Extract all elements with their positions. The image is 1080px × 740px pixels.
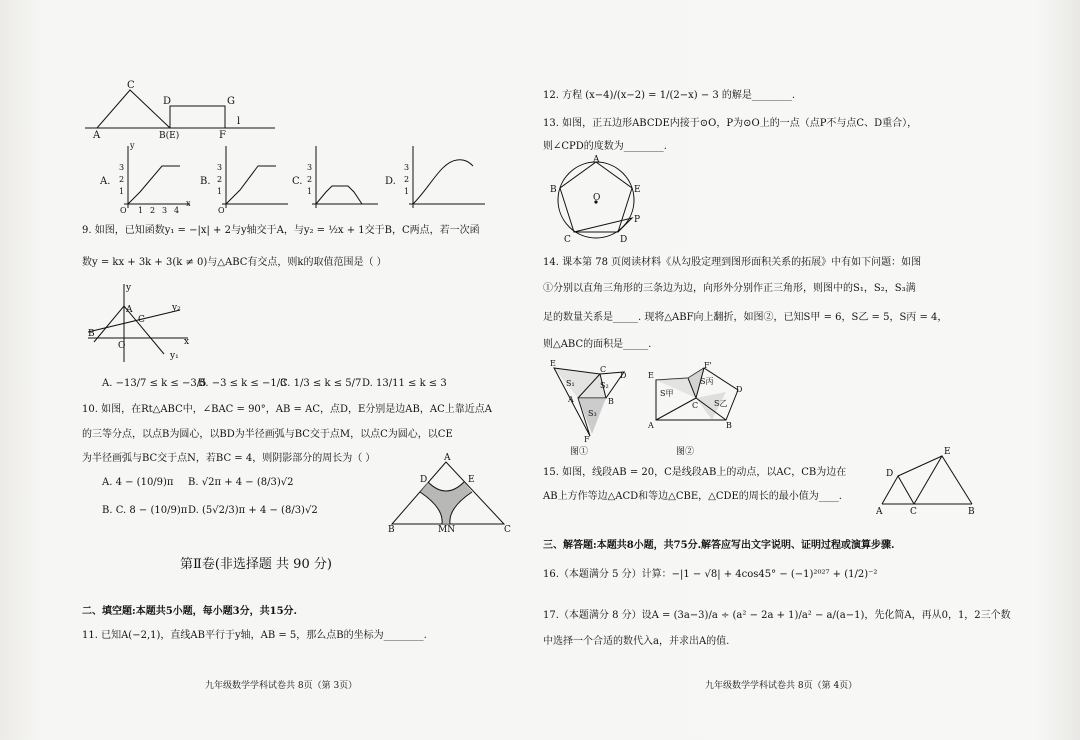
tick-1: 1 bbox=[307, 187, 313, 196]
figure-8-option-graphs bbox=[100, 142, 500, 214]
fig15-d: D bbox=[886, 469, 894, 479]
q12-text: 12. 方程 (x−4)/(x−2) = 1/(2−x) − 3 的解是________. bbox=[543, 90, 796, 101]
fig10-mn: MN bbox=[438, 525, 456, 535]
fig14-label-1: 图① bbox=[570, 447, 589, 457]
fig14-c1: C bbox=[600, 365, 607, 374]
figure-14-equilateral-triangles bbox=[548, 358, 758, 458]
q10-option-d: D. (5√2/3)π + 4 − (8/3)√2 bbox=[188, 505, 318, 516]
tick-2: 2 bbox=[119, 175, 125, 184]
option-d-label: D. bbox=[385, 176, 396, 187]
fig9-y2: y₂ bbox=[172, 303, 181, 313]
fig8-label-f: F bbox=[219, 130, 226, 141]
fig14-f1: F bbox=[584, 435, 590, 444]
fig14-s3: S₃ bbox=[588, 409, 597, 418]
tick-3: 3 bbox=[307, 163, 313, 172]
fig14-a2: A bbox=[648, 421, 654, 430]
q16-text: 16.（本题满分 5 分）计算：−|1 − √8| + 4cos45° − (−1)²⁰²⁷ + (1/2)⁻² bbox=[543, 569, 878, 580]
fig9-a: A bbox=[126, 305, 133, 315]
fig9-y: y bbox=[126, 283, 132, 293]
fig14-syi: S乙 bbox=[714, 399, 728, 408]
fig9-y1: y₁ bbox=[170, 351, 179, 361]
fig13-d: D bbox=[620, 235, 628, 245]
q14-text-line3: 足的数量关系是_____. 现将△ABF向上翻折，如图②，已知S甲 = 6，S乙 = 5，S丙 = 4， bbox=[543, 312, 948, 323]
fig9-o: O bbox=[118, 341, 126, 351]
fig14-diagram-1 bbox=[550, 359, 626, 457]
fig14-label-2: 图② bbox=[676, 447, 695, 457]
fig14-b2: B bbox=[726, 421, 732, 430]
section-2-heading: 二、填空题:本题共5小题，每小题3分，共15分. bbox=[82, 606, 298, 617]
tick-x4: 4 bbox=[174, 206, 180, 215]
fig14-s1: S₁ bbox=[566, 379, 575, 388]
q14-text-line1: 14. 课本第 78 页阅读材料《从勾股定理到图形面积关系的拓展》中有如下问题：如图 bbox=[543, 257, 922, 268]
fig13-b: B bbox=[550, 185, 557, 195]
fig13-a: A bbox=[593, 155, 600, 165]
fig15-e: E bbox=[944, 447, 951, 457]
fig14-sbing: S丙 bbox=[700, 377, 714, 386]
fig10-d: D bbox=[420, 475, 428, 485]
fig13-o: O bbox=[593, 193, 601, 203]
fig8-label-l: l bbox=[237, 116, 241, 127]
fig8-label-be: B(E) bbox=[159, 131, 180, 141]
q10-text-line2: 的三等分点，以点B为圆心，以BD为半径画弧与BC交于点M，以点C为圆心，以CE bbox=[82, 429, 453, 440]
option-c-label: C. bbox=[292, 176, 303, 187]
tick-3: 3 bbox=[217, 163, 223, 172]
fig10-a: A bbox=[444, 453, 451, 463]
q9-option-d: D. 13/11 ≤ k ≤ 3 bbox=[362, 378, 447, 389]
q13-text-line2: 则∠CPD的度数为________. bbox=[543, 141, 667, 152]
origin: O bbox=[120, 206, 127, 215]
q9-option-a: A. −13/7 ≤ k ≤ −3/5 bbox=[102, 378, 207, 389]
q9-text-line2: 数y = kx + 3k + 3(k ≠ 0)与△ABC有交点，则k的取值范围是（ ） bbox=[82, 257, 387, 268]
tick-2: 2 bbox=[307, 175, 313, 184]
q9-option-c: C. 1/3 ≤ k ≤ 5/7 bbox=[280, 378, 362, 389]
q9-text-line1: 9. 如图，已知函数y₁ = −|x| + 2与y轴交于A，与y₂ = ½x + 1交于B，C两点，若一次函 bbox=[82, 225, 480, 236]
fig9-x: x bbox=[184, 337, 190, 347]
fig8-label-c: C bbox=[127, 80, 135, 91]
fig14-d2: D bbox=[736, 385, 743, 394]
figure-9-graph bbox=[88, 282, 198, 364]
fig8-label-g: G bbox=[227, 96, 235, 107]
q10-option-c: B. C. 8 − (10/9)π bbox=[102, 505, 188, 516]
q10-text-line3: 为半径画弧与BC交于点N，若BC = 4，则阴影部分的周长为（ ） bbox=[82, 453, 376, 464]
q11-text: 11. 已知A(−2,1)，直线AB平行于y轴，AB = 5，那么点B的坐标为________. bbox=[82, 630, 427, 641]
fig10-b: B bbox=[388, 525, 395, 535]
fig14-fp: F' bbox=[704, 361, 712, 370]
fig14-sjia: S甲 bbox=[660, 389, 674, 398]
q10-text-line1: 10. 如图，在Rt△ABC中，∠BAC = 90°，AB = AC，点D，E分别是边AB，AC上靠近点A bbox=[82, 404, 492, 415]
section-3-heading: 三、解答题:本题共8小题，共75分.解答应写出文字说明、证明过程或演算步骤. bbox=[543, 540, 895, 551]
q14-text-line4: 则△ABC的面积是_____. bbox=[543, 339, 652, 350]
fig15-b: B bbox=[968, 507, 975, 517]
tick-1: 1 bbox=[217, 187, 223, 196]
tick-x3: 3 bbox=[162, 206, 168, 215]
option-b-label: B. bbox=[200, 176, 211, 187]
tick-1: 1 bbox=[119, 187, 125, 196]
q13-text-line1: 13. 如图，正五边形ABCDE内接于⊙O，P为⊙O上的一点（点P不与点C、D重合）， bbox=[543, 118, 918, 129]
fig15-a: A bbox=[876, 507, 883, 517]
tick-x2: 2 bbox=[150, 206, 156, 215]
fig13-p: P bbox=[634, 215, 641, 225]
tick-1: 1 bbox=[404, 187, 410, 196]
fig9-b: B bbox=[88, 329, 95, 339]
figure-8-triangle-rectangle bbox=[85, 78, 275, 141]
fig14-s2: S₂ bbox=[600, 381, 609, 390]
q15-text-line2: AB上方作等边△ACD和等边△CBE，△CDE的周长的最小值为____. bbox=[543, 491, 842, 502]
fig14-e1: E bbox=[550, 359, 556, 368]
fig14-diagram-2 bbox=[647, 361, 742, 457]
figure-10-triangle-arcs bbox=[388, 452, 518, 534]
page-footer-right: 九年级数学学科试卷共 8页（第 4页） bbox=[705, 681, 858, 691]
option-a-label: A. bbox=[100, 176, 111, 187]
q14-text-line2: ①分别以直角三角形的三条边为边，向形外分别作正三角形，则图中的S₁，S₂，S₃满 bbox=[543, 283, 916, 294]
page-footer-left: 九年级数学学科试卷共 8页（第 3页） bbox=[205, 681, 358, 691]
fig13-c: C bbox=[564, 235, 571, 245]
q17-text-line1: 17.（本题满分 8 分）设A = (3a−3)/a ÷ (a² − 2a + 1)/a² − a/(a−1)，先化简A，再从0，1，2三个数 bbox=[543, 610, 1011, 621]
origin: O bbox=[218, 206, 225, 215]
figure-15-equilateral-triangles bbox=[872, 446, 982, 516]
part-2-title: 第Ⅱ卷(非选择题 共 90 分) bbox=[180, 557, 332, 572]
q10-option-a: A. 4 − (10/9)π bbox=[102, 477, 174, 488]
fig8-label-a: A bbox=[93, 130, 101, 141]
fig8-label-d: D bbox=[163, 96, 172, 107]
fig14-c2: C bbox=[692, 401, 699, 410]
tick-2: 2 bbox=[404, 175, 410, 184]
q17-text-line2: 中选择一个合适的数代入a，并求出A的值. bbox=[543, 636, 730, 647]
fig14-b1: B bbox=[608, 397, 614, 406]
fig14-d1: D bbox=[620, 371, 627, 380]
fig9-c: C bbox=[138, 315, 145, 325]
tick-x1: 1 bbox=[138, 206, 144, 215]
fig10-e: E bbox=[468, 475, 475, 485]
fig13-e: E bbox=[634, 185, 641, 195]
axis-x: x bbox=[186, 199, 191, 208]
tick-2: 2 bbox=[217, 175, 223, 184]
q9-option-b: B. −3 ≤ k ≤ −1/3 bbox=[198, 378, 287, 389]
fig15-c: C bbox=[910, 507, 917, 517]
q15-text-line1: 15. 如图，线段AB = 20，C是线段AB上的动点，以AC，CB为边在 bbox=[543, 467, 847, 478]
axis-y: y bbox=[130, 141, 135, 150]
fig10-c: C bbox=[504, 525, 511, 535]
q10-option-b: B. √2π + 4 − (8/3)√2 bbox=[188, 477, 294, 488]
fig14-a1: A bbox=[568, 395, 574, 404]
tick-3: 3 bbox=[119, 163, 125, 172]
tick-3: 3 bbox=[404, 163, 410, 172]
figure-13-pentagon-circle bbox=[548, 156, 648, 246]
fig14-e2: E bbox=[648, 371, 654, 380]
